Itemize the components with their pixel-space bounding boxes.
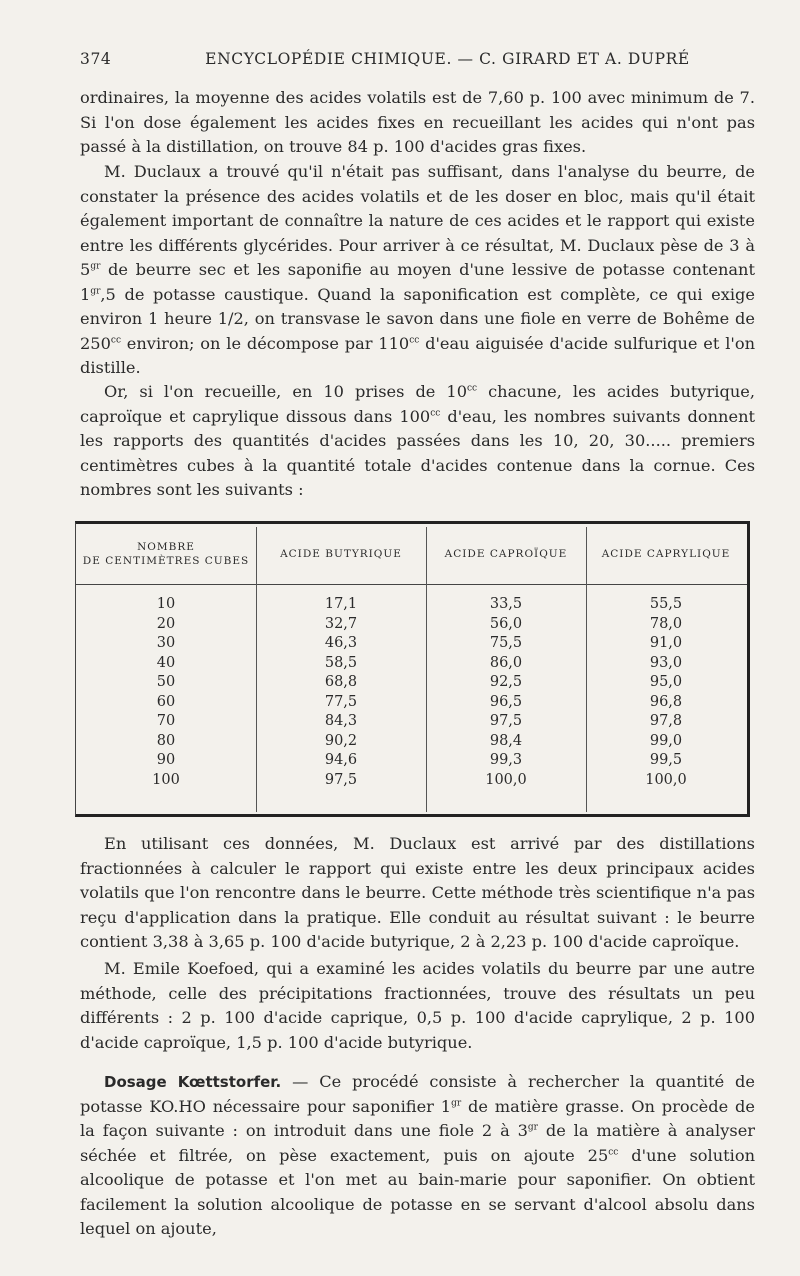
table-row <box>76 674 747 694</box>
paragraph-1 <box>80 86 755 160</box>
table-row <box>76 752 747 772</box>
table-cell: 90,2 <box>324 732 358 749</box>
table-cell: 80 <box>156 732 176 749</box>
paragraph-4-text: En utilisant ces données, M. Duclaux est arrivé par des distillations fractionnées à calculer le rapport qui existe entre les deux principaux acides volatils que l'on rencontre dans le beurre. Cette méthode très scientifique n'a pas reçu d'application dans la pratique. Elle conduit au résultat suivant : le beurre contient 3,38 à 3,65 p. 100 d'acide butyrique, 2 à 2,23 p. 100 d'acide caproïque. <box>80 834 755 951</box>
paragraph-5-text: M. Emile Koefoed, qui a examiné les acides volatils du beurre par une autre méthode, celle des précipitations fractionnées, trouve des résultats un peu différents : 2 p. 100 d'acide caprique, 0,5 p. 100 d'acide caprylique, 2 p. 100 d'acide caproïque, 1,5 p. 100 d'acide butyrique. <box>80 959 755 1052</box>
table-cell: 91,0 <box>649 635 683 651</box>
table-cell: 98,4 <box>489 732 523 749</box>
table-cell: 93,0 <box>649 654 683 671</box>
table-cell: 100,0 <box>485 771 527 788</box>
header-nombre: NOMBRE DE CENTIMÈTRES CUBES <box>82 541 250 567</box>
table-row <box>76 733 747 753</box>
table-cell: 99,0 <box>649 732 683 749</box>
table-cell: 86,0 <box>489 654 523 671</box>
paragraph-4 <box>80 832 755 955</box>
table-cell: 84,3 <box>324 713 358 729</box>
table-cell: 40 <box>156 654 176 671</box>
paragraph-6 <box>80 1070 755 1242</box>
table-row <box>76 635 747 655</box>
table-cell: 60 <box>156 693 176 710</box>
table-cell: 99,5 <box>649 752 683 768</box>
table-row <box>76 616 747 636</box>
table-body <box>76 596 747 791</box>
table-cell: 94,6 <box>324 752 358 768</box>
table-cell: 97,5 <box>324 771 358 788</box>
table-cell: 100 <box>152 771 180 788</box>
table-row <box>76 694 747 714</box>
table-cell: 58,5 <box>324 654 358 671</box>
table-cell: 46,3 <box>324 635 358 651</box>
paragraph-1-text: ordinaires, la moyenne des acides volatils est de 7,60 p. 100 avec minimum de 7. Si l'on dose également les acides fixes en recueillant les acides qui n'ont pas passé à la distillation, on trouve 84 p. 100 d'acides gras fixes. <box>80 88 755 156</box>
paragraph-6-text: Dosage Kœttstorfer. — Ce procédé consiste à rechercher la quantité de potasse KO.HO nécessaire pour saponifier $1^{gr}$ de matière grasse. On procède de la façon suivante : on introduit dans une fiole 2 à $3^{gr}$ de la matière à analyser séchée et filtrée, on pèse exactement, puis on ajoute $25^{cc}$ d'une solution alcoolique de potasse et l'on met au bain-marie pour saponifier. On obtient facilement la solution alcoolique de potasse en se servant d'alcool absolu dans lequel on ajoute, <box>80 1072 756 1238</box>
running-header <box>80 50 755 72</box>
table-cell: 10 <box>156 596 176 612</box>
table-cell: 55,5 <box>649 596 683 612</box>
table-row <box>76 713 747 733</box>
table-cell: 95,0 <box>649 674 683 690</box>
paragraph-2-text: M. Duclaux a trouvé qu'il n'était pas suffisant, dans l'analyse du beurre, de constater la présence des acides volatils et de les doser en bloc, mais qu'il était également important de connaître la nature de ces acides et le rapport qui existe entre les différents glycérides. Pour arriver à ce résultat, M. Duclaux pèse de 3 à $5^{gr}$ de beurre sec et les saponifie au moyen d'une lessive de potasse contenant $1^{gr},5$ de potasse caustique. Quand la saponification est complète, ce qui exige environ 1 heure 1/2, on transvase le savon dans une fiole en verre de Bohême de $250^{cc}$ environ; on le décompose par $110^{cc}$ d'eau aiguisée d'acide sulfurique et l'on distille. <box>80 162 755 377</box>
table-cell: 75,5 <box>489 635 523 651</box>
table-row <box>76 772 747 792</box>
table-row <box>76 596 747 616</box>
table-cell: 50 <box>156 674 176 690</box>
table-cell: 77,5 <box>324 693 358 710</box>
page-number: 374 <box>80 50 112 68</box>
paragraph-3 <box>80 380 755 503</box>
paragraph-5 <box>80 957 755 1055</box>
header-caprylique: ACIDE CAPRYLIQUE <box>601 548 731 560</box>
table-cell: 99,3 <box>489 752 523 768</box>
table-header-row <box>76 524 747 585</box>
table-cell: 100,0 <box>645 771 687 788</box>
table-cell: 33,5 <box>489 596 523 612</box>
table-cell: 96,8 <box>649 693 683 710</box>
table-cell: 56,0 <box>489 615 523 632</box>
table-cell: 92,5 <box>489 674 523 690</box>
header-butyrique: ACIDE BUTYRIQUE <box>280 548 402 560</box>
table-cell: 68,8 <box>324 674 358 690</box>
table-row <box>76 655 747 675</box>
table-cell: 20 <box>156 615 176 632</box>
table-cell: 70 <box>156 713 176 729</box>
table-cell: 78,0 <box>649 615 683 632</box>
paragraph-2 <box>80 160 755 381</box>
paragraph-3-text: Or, si l'on recueille, en 10 prises de $10^{cc}$ chacune, les acides butyrique, caproïque et caprylique dissous dans $100^{cc}$ d'eau, les nombres suivants donnent les rapports des quantités d'acides passées dans les 10, 20, 30..... premiers centimètres cubes à la quantité totale d'acides contenue dans la cornue. Ces nombres sont les suivants : <box>80 382 755 499</box>
running-title: ENCYCLOPÉDIE CHIMIQUE. — C. GIRARD ET A. DUPRÉ <box>205 50 690 68</box>
header-caproique: ACIDE CAPROÏQUE <box>444 548 568 560</box>
table-cell: 96,5 <box>489 693 523 710</box>
table-cell: 97,5 <box>489 713 523 729</box>
table-cell: 97,8 <box>649 713 683 729</box>
table-cell: 90 <box>156 752 176 768</box>
table-cell: 30 <box>156 635 176 651</box>
distillation-table <box>75 521 750 817</box>
section-title: Dosage Kœttstorfer. <box>104 1073 282 1091</box>
table-cell: 32,7 <box>324 615 358 632</box>
table-cell: 17,1 <box>324 596 358 612</box>
